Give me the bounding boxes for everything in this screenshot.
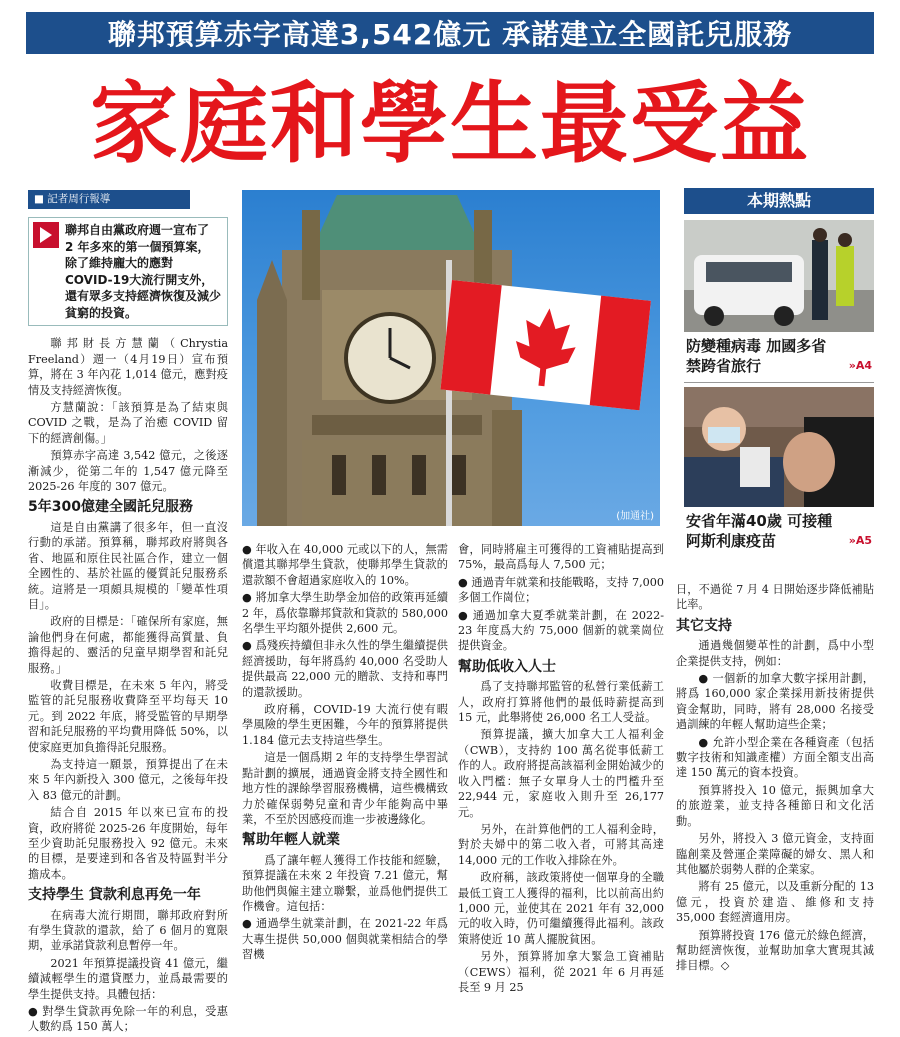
paragraph: ● 年收入在 40,000 元或以下的人，無需償還其聯邦學生貸款，使聯邦學生貸款的還款額不會超過家庭收入的 10%。 xyxy=(242,543,448,587)
paragraph: 預算赤字高達 3,542 億元，之後逐漸減少，從第二年的 1,547 億元降至 2025-26 年度的 307 億元。 xyxy=(28,449,228,494)
sidebar-story-1[interactable] xyxy=(684,332,874,382)
lead-box xyxy=(28,217,228,326)
parliament-flag-photo xyxy=(242,190,660,526)
column-3 xyxy=(458,542,664,997)
peace-tower-illustration xyxy=(242,190,660,526)
paragraph: 政府稱，該政策將使一個單身的全職最低工資工人獲得的福利，比以前高出約 1,000 元，並使其在 2021 年有 32,000 元的收入時，仍可繼續獲得此福利。該政策將使近 10 萬人擺脫貧困。 xyxy=(458,871,664,946)
lead-text: 聯邦自由黨政府週一宣布了 2 年多來的第一個預算案，除了維持龐大的應對 COVID-19大流行開支外，還有眾多支持經濟恢復及減少貧窮的投資。 xyxy=(65,223,222,320)
sidebar-story-2[interactable] xyxy=(684,507,874,557)
paragraph: ● 將加拿大學生助學金加倍的政策再延續 2 年，爲依靠聯邦貸款和貸款的 580,000 名學生平均額外提供 2,600 元。 xyxy=(242,591,448,636)
sidebar-story-2-title: 安省年滿40歲 可接種阿斯利康疫苗 xyxy=(686,512,833,550)
paragraph: 這是自由黨講了很多年，但一直沒行動的承諾。預算稱，聯邦政府將與各省、地區和原住民社區合作，建立一個全國性的、基於社區的優質託兒服務系統。這將是一項頗具規模的「變革性項目」。 xyxy=(28,520,228,611)
paragraph: 另外，將投入 3 億元資金，支持面臨創業及營運企業障礙的婦女、黑人和其他屬於弱勢人群的企業家。 xyxy=(676,832,874,876)
subheading: 幫助低收入人士 xyxy=(458,658,556,675)
divider xyxy=(684,382,874,383)
paragraph: 為支持這一願景，預算提出了在未來 5 年內新投入 300 億元，之後每年投入 83 億元的計劃。 xyxy=(28,757,228,802)
paragraph: 方慧蘭說：「該預算是為了結束與 COVID 之戰，是為了治癒 COVID 留下的經濟創傷。」 xyxy=(28,401,228,445)
paragraph: 這是一個爲期 2 年的支持學生學習試點計劃的擴展，通過資金將支持全國性和地方性的課餘學習服務機構，這些機構致力於確保弱勢兒童和青少年能夠高中畢業，不至於因感疫而進一步被邊緣化。 xyxy=(242,751,448,826)
paragraph: 預算將投資 176 億元於綠色經濟，幫助經濟恢復，並幫助加拿大實現其減排目標。◇ xyxy=(676,928,874,973)
paragraph: 聯邦財長方慧蘭（Chrystia Freeland）週一（4月19日）宣布預算，將在 3 年內花 1,014 億元，應對疫情及支持經濟恢復。 xyxy=(28,337,228,397)
column-4 xyxy=(676,582,874,976)
top-title: 聯邦預算赤字高達3,542億元 承諾建立全國託兒服務 xyxy=(107,18,793,51)
subheading: 5年300億建全國託兒服務 xyxy=(28,499,193,516)
highlights-sidebar xyxy=(684,188,874,557)
sidebar-title: 本期熱點 xyxy=(684,188,874,214)
column-1 xyxy=(28,190,228,1037)
subheading: 其它支持 xyxy=(676,617,732,634)
paragraph: ● 允許小型企業在各種資產（包括數字技術和知識產權）方面全額支出高達 150 萬元的資本投資。 xyxy=(676,735,874,780)
sidebar-story-1-title: 防變種病毒 加國多省禁跨省旅行 xyxy=(686,337,827,375)
paragraph: 會，同時將雇主可獲得的工資補貼提高到 75%，最高爲每人 7,500 元； xyxy=(458,543,664,572)
paragraph: ● 爲殘疾持續但非永久性的學生繼續提供經濟援助，每年將爲約 40,000 名受助人提供最高 22,000 元的贈款、支持和專門的還款援助。 xyxy=(242,639,448,699)
top-title-banner xyxy=(26,12,874,54)
paragraph: ● 通過青年就業和技能戰略，支持 7,000 多個工作崗位； xyxy=(458,575,664,605)
photo-credit: (加通社) xyxy=(616,511,654,522)
paragraph: 政府的目標是：「確保所有家庭，無論他們身在何處，都能獲得高質量、負擔得起的、靈活的兒童早期學習和託兒服務。」 xyxy=(28,615,228,675)
paragraph: 另外，在計算他們的工人福利金時，對於夫婦中的第二收入者，可將其高達 14,000 元的工作收入排除在外。 xyxy=(458,822,664,867)
paragraph: 預算將投入 10 億元，振興加拿大的旅遊業，並支持各種節日和文化活動。 xyxy=(676,783,874,828)
sidebar-story-1-page: »A4 xyxy=(848,359,872,372)
main-headline: 家庭和學生最受益 xyxy=(89,72,810,175)
paragraph: 爲了讓年輕人獲得工作技能和經驗，預算提議在未來 2 年投資 7.21 億元，幫助他們與僱主建立聯繫，並爲他們提供工作機會。這包括： xyxy=(242,853,448,913)
lead-arrow-icon xyxy=(33,222,59,248)
paragraph: ● 通過加拿大夏季就業計劃，在 2022-23 年度爲大約 75,000 個新的就業崗位提供資金。 xyxy=(458,608,664,653)
paragraph: 收費目標是，在未來 5 年內，將受監管的託兒服務收費降至平均每天 10 元。到 2022 年底，將受監管的早期學習和託兒服務的平均費用降低 50%，以使家庭更加負擔得託兒服務。 xyxy=(28,678,228,754)
paragraph: 另外，預算將加拿大緊急工資補貼（CEWS）福利，從 2021 年 6 月再延長至 9 月 25 xyxy=(458,950,664,994)
column-2 xyxy=(242,542,448,965)
sidebar-story-2-page: »A5 xyxy=(848,534,872,547)
paragraph: 政府稱，COVID-19 大流行使有暇學風險的學生更困難，今年的預算將提供 1.184 億元去支持這些學生。 xyxy=(242,703,448,747)
paragraph: 2021 年預算提議投資 41 億元，繼續減輕學生的還貸壓力，並爲最需要的學生提供支持。具體包括： xyxy=(28,956,228,1001)
paragraph: 預算提議，擴大加拿大工人福利金（CWB），支持約 100 萬名從事低薪工作的人。政府將提高該福利金開始減少的收入門檻：無子女單身人士的門檻升至 22,944 元，家庭收入則升至 26,177 元。 xyxy=(458,728,664,819)
paragraph: 在病毒大流行期間，聯邦政府對所有學生貸款的還款，給了 6 個月的寬限期，並承諾貸款利息暫停一年。 xyxy=(28,908,228,953)
paragraph: 爲了支持聯邦監管的私營行業低薪工人，政府打算將他們的最低時薪提高到 15 元，此舉將使 26,000 名工人受益。 xyxy=(458,680,664,725)
paragraph: ● 一個新的加拿大數字採用計劃，將爲 160,000 家企業採用新技術提供資金幫助，同時，將有 28,000 名接受過訓練的年輕人幫助這些企業； xyxy=(676,672,874,732)
paragraph: ● 通過學生就業計劃，在 2021-22 年爲大專生提供 50,000 個與就業相結合的學習機 xyxy=(242,917,448,962)
paragraph: 結合自 2015 年以來已宣布的投資，政府將從 2025-26 年度開始，每年至少資助託兒服務投入 92 億元。未來的目標，是要達到和各省及特區對半分擔成本。 xyxy=(28,806,228,881)
paragraph: 通過幾個變革性的計劃，爲中小型企業提供支持，例如： xyxy=(676,639,874,668)
vaccination-photo xyxy=(684,387,874,507)
paragraph: 日，不過從 7 月 4 日開始逐步降低補貼比率。 xyxy=(676,583,874,612)
paragraph: 將有 25 億元，以及重新分配的 13 億元，投資於建造、維修和支持 35,000 套經濟適用房。 xyxy=(676,880,874,925)
paragraph: ● 對學生貸款再免除一年的利息，受惠人數約爲 150 萬人； xyxy=(28,1005,228,1034)
byline: ■ 記者周行報導 xyxy=(28,190,190,209)
police-checkpoint-photo xyxy=(684,220,874,332)
subheading: 幫助年輕人就業 xyxy=(242,832,340,849)
subheading: 支持學生 貸款利息再免一年 xyxy=(28,887,201,904)
